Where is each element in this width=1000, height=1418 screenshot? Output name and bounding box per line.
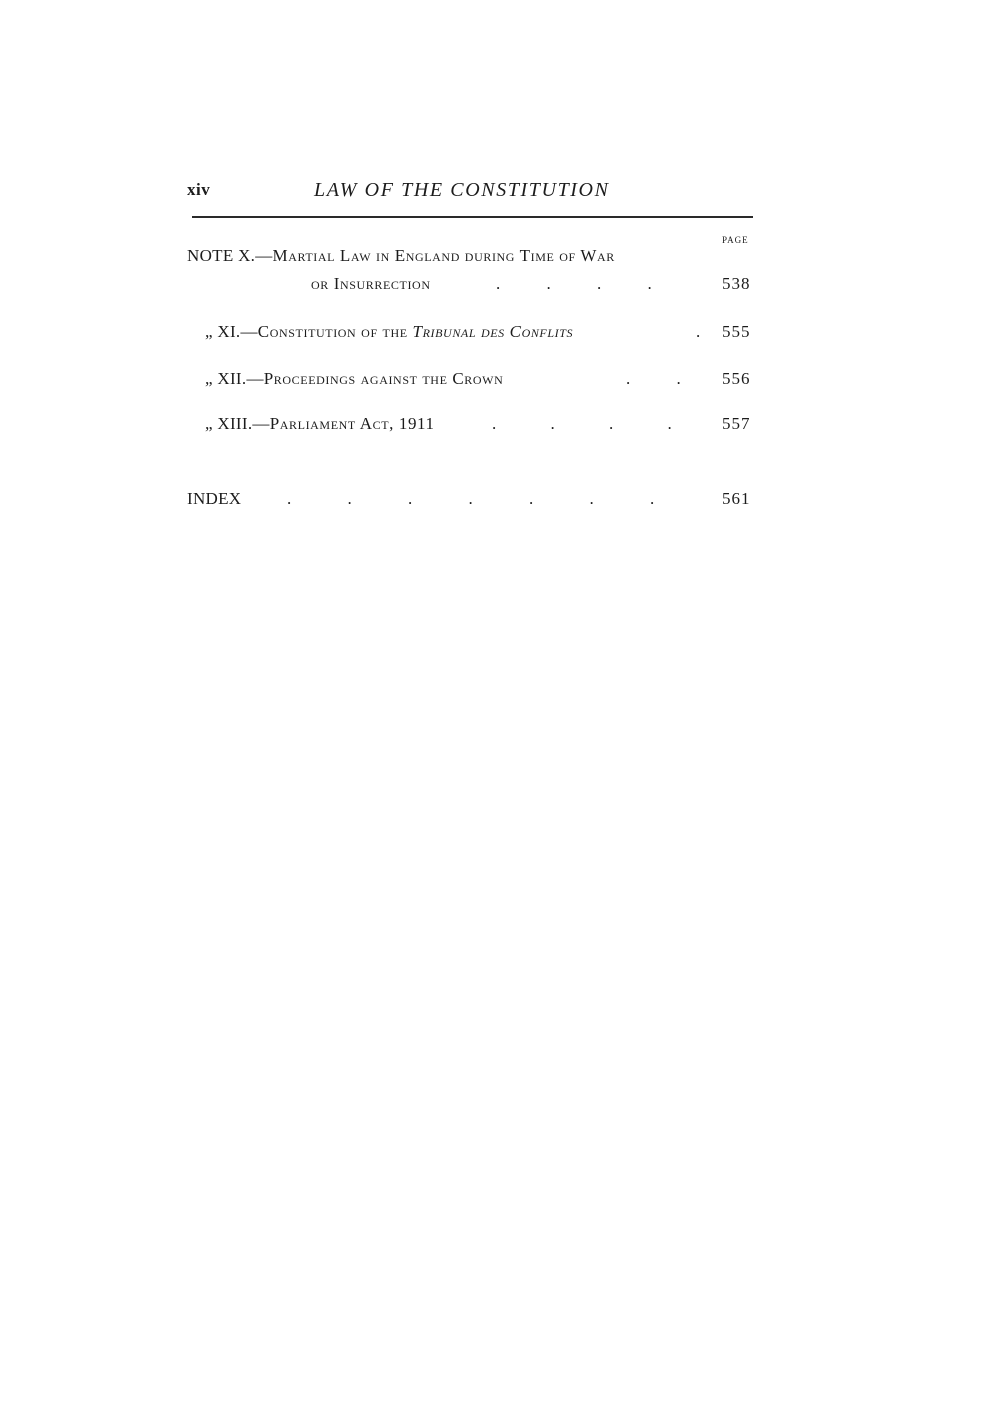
entry-title: Parliament Act, 1911 xyxy=(269,414,435,433)
page-column-label: PAGE xyxy=(722,235,749,245)
entry-title: Constitution of the xyxy=(257,322,413,341)
toc-entry-index-line xyxy=(187,489,241,509)
running-head: LAW OF THE CONSTITUTION xyxy=(314,179,610,201)
entry-title: INDEX xyxy=(187,489,242,508)
entry-title: Proceedings against the Crown xyxy=(263,369,504,388)
toc-entry-note-x-line2 xyxy=(311,274,431,294)
page-number: xiv xyxy=(187,180,211,199)
toc-entry-note-xii-line xyxy=(205,369,503,389)
page-ref: 557 xyxy=(722,414,751,433)
entry-prefix: NOTE X.— xyxy=(187,246,273,265)
entry-prefix: „ XII.— xyxy=(205,369,264,388)
dot-leaders: . . . . xyxy=(496,274,652,293)
entry-prefix: „ XIII.— xyxy=(205,414,270,433)
page-ref: 561 xyxy=(722,489,751,508)
dot-leaders: . xyxy=(696,322,701,341)
toc-entry-note-xi-line xyxy=(205,322,573,342)
entry-title-continued: or Insurrection xyxy=(311,274,431,293)
dot-leaders: . . xyxy=(626,369,681,388)
dot-leaders: . . . . xyxy=(492,414,672,433)
entry-prefix: „ XI.— xyxy=(205,322,258,341)
page-ref: 556 xyxy=(722,369,751,388)
page-ref: 538 xyxy=(722,274,751,293)
header-rule xyxy=(192,216,753,218)
entry-title: Martial Law in England during Time of War xyxy=(272,246,615,265)
dot-leaders: . . . . . . . xyxy=(287,489,655,508)
toc-entry-note-xiii-line xyxy=(205,414,435,434)
entry-title-italic: Tribunal des Conflits xyxy=(412,322,574,341)
page-ref: 555 xyxy=(722,322,751,341)
toc-entry-note-x-line1 xyxy=(187,246,615,266)
